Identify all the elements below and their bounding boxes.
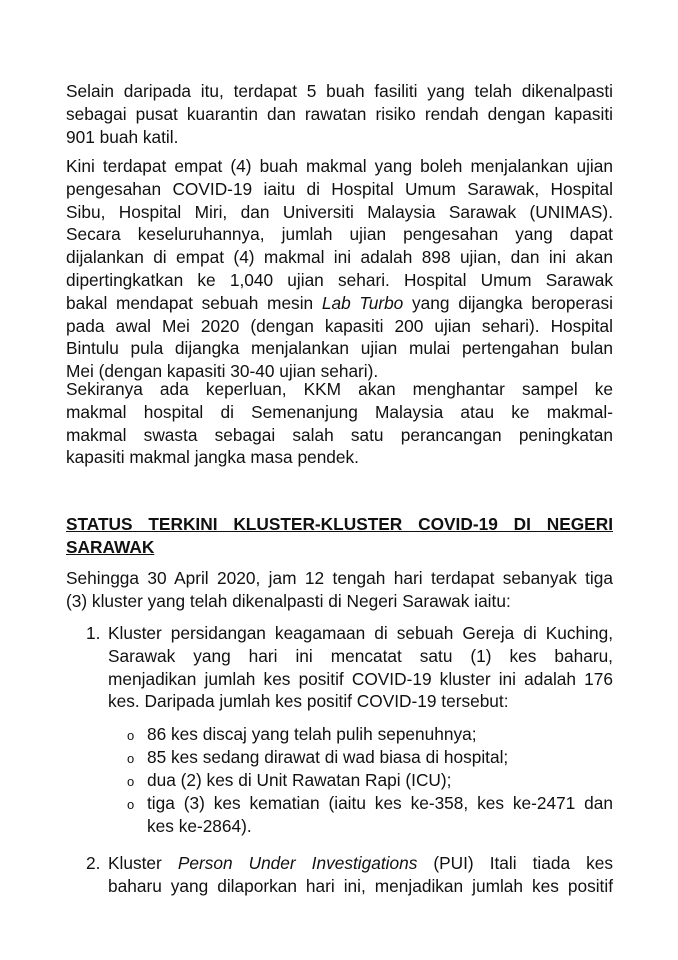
text-line: sebagai pusat kuarantin dan rawatan risiko rendah dengan kapasiti [66, 103, 613, 124]
text-line: Kini terdapat empat (4) buah makmal yang boleh menjalankan ujian [66, 156, 613, 176]
bullet-icon: o [127, 751, 135, 766]
text-line: makmal swasta sebagai salah satu perancangan peningkatan [66, 424, 613, 445]
sub-item: 86 kes discaj yang telah pulih sepenuhnya; [147, 724, 477, 744]
bullet-icon: o [127, 728, 135, 743]
paragraph-quarantine-facilities [66, 80, 613, 148]
cluster-item-pui-italy [108, 852, 613, 898]
paragraph-laboratories [66, 155, 613, 383]
text-line: Sekiranya ada keperluan, KKM akan menghantar sampel ke [66, 379, 613, 399]
sub-item: tiga (3) kes kematian (iaitu kes ke-358, kes ke-2471 dan kes ke-2864). [147, 793, 613, 836]
text-line: Kluster Person Under Investigations (PUI) Itali tiada kes [108, 853, 613, 873]
text-line: Mei (dengan kapasiti 30-40 ujian sehari). [66, 361, 379, 382]
text-line: Bintulu pula dijangka menjalankan ujian mulai pertengahan bulan [66, 338, 613, 359]
paragraph-cluster-intro [66, 567, 613, 613]
heading-line: STATUS TERKINI KLUSTER-KLUSTER COVID-19 DI NEGERI [66, 514, 613, 534]
cluster-item-church [108, 622, 613, 713]
bullet-icon: o [127, 797, 135, 812]
list-number: 2. [86, 853, 101, 873]
text-line: dijalankan di empat (4) makmal ini adalah 898 ujian, dan ini akan [66, 247, 613, 268]
text-line: Sibu, Hospital Miri, dan Universiti Malaysia Sarawak (UNIMAS). [66, 201, 613, 222]
text-line: 901 buah katil. [66, 126, 179, 147]
sub-item: dua (2) kes di Unit Rawatan Rapi (ICU); [147, 770, 452, 790]
text-line: (3) kluster yang telah dikenalpasti di Negeri Sarawak iaitu: [66, 590, 511, 611]
text-line: pengesahan COVID-19 iaitu di Hospital Umum Sarawak, Hospital [66, 178, 613, 199]
text-line: makmal hospital di Semenanjung Malaysia atau ke makmal- [66, 401, 613, 422]
text-line: baharu yang dilaporkan hari ini, menjadikan jumlah kes positif [108, 875, 613, 896]
heading-line: SARAWAK [66, 536, 155, 557]
text-line: menjadikan jumlah kes positif COVID-19 kluster ini adalah 176 [108, 668, 613, 689]
text-line: Sarawak yang hari ini mencatat satu (1) kes baharu, [108, 645, 613, 666]
paragraph-sample-sending [66, 378, 613, 469]
text-line: Secara keseluruhannya, jumlah ujian pengesahan yang dapat [66, 224, 613, 245]
list-number: 1. [86, 623, 101, 643]
section-heading [66, 513, 613, 559]
text-line: kapasiti makmal jangka masa pendek. [66, 447, 359, 468]
pui-italic: Person Under Investigations [177, 853, 418, 873]
text-line: pada awal Mei 2020 (dengan kapasiti 200 ujian sehari). Hospital [66, 315, 613, 336]
text-line: Selain daripada itu, terdapat 5 buah fasiliti yang telah dikenalpasti [66, 81, 613, 101]
text-line: kes. Daripada jumlah kes positif COVID-19 tersebut: [108, 691, 509, 712]
sub-item: 85 kes sedang dirawat di wad biasa di hospital; [147, 747, 509, 767]
text-line: bakal mendapat sebuah mesin Lab Turbo yang dijangka beroperasi [66, 292, 613, 313]
text-line: Kluster persidangan keagamaan di sebuah Gereja di Kuching, [108, 623, 613, 643]
text-line: Sehingga 30 April 2020, jam 12 tengah hari terdapat sebanyak tiga [66, 568, 613, 588]
text-line: dipertingkatkan ke 1,040 ujian sehari. Hospital Umum Sarawak [66, 269, 613, 290]
lab-turbo-italic: Lab Turbo [321, 292, 404, 313]
bullet-icon: o [127, 774, 135, 789]
